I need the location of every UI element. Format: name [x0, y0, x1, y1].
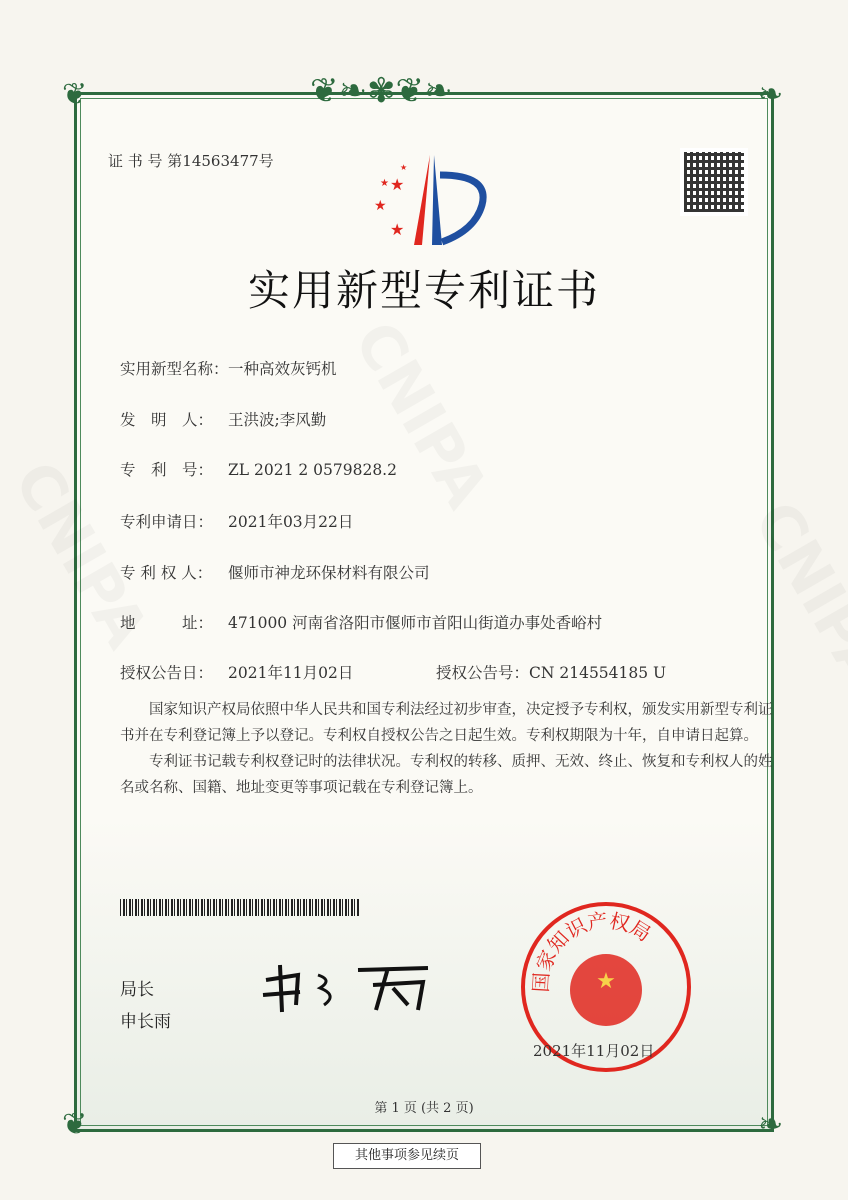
field-value: 2021年03月22日 [228, 513, 354, 531]
body-text [120, 697, 776, 801]
field-value: 2021年11月02日 [228, 664, 354, 682]
field-address [120, 611, 602, 633]
seal-date: 2021年11月02日 [533, 1042, 655, 1060]
cnipa-logo-icon [360, 150, 490, 250]
corner-ornament-icon: ❧ [758, 1107, 784, 1142]
svg-text:★: ★ [400, 163, 408, 172]
field-value: ZL 2021 2 0579828.2 [228, 461, 397, 479]
field-inventors [120, 408, 326, 430]
field-patent-number [120, 458, 397, 480]
field-value: 471000 河南省洛阳市偃师市首阳山街道办事处香峪村 [228, 614, 603, 632]
field-value: 王洪波;李风勤 [228, 411, 327, 429]
field-label: 发 明 人： [120, 411, 214, 429]
field-grant-date [120, 661, 353, 683]
top-ornament-icon: ❦❧✾❦❧ [310, 71, 453, 111]
field-label: 专 利 权 人： [120, 564, 213, 582]
svg-text:★: ★ [380, 178, 389, 189]
field-patentee [120, 561, 430, 583]
corner-ornament-icon: ❦ [62, 77, 88, 112]
field-label: 授权公告号： [436, 664, 530, 682]
svg-text:★: ★ [374, 198, 387, 214]
field-value: CN 214554185 U [529, 664, 667, 682]
seal-text: 国家知识产权局 [528, 908, 656, 994]
corner-ornament-icon: ❧ [758, 77, 784, 112]
body-paragraph: 国家知识产权局依照中华人民共和国专利法经过初步审查，决定授予专利权，颁发实用新型专利证书并在专利登记簿上予以登记。专利权自授权公告之日起生效。专利权期限为十年，自申请日起算。 [120, 702, 773, 744]
svg-text:★: ★ [390, 220, 405, 239]
corner-ornament-icon: ❦ [62, 1107, 88, 1142]
signatory-title: 局长 [120, 980, 154, 1000]
body-paragraph: 专利证书记载专利权登记时的法律状况。专利权的转移、质押、无效、终止、恢复和专利权人的姓名或名称、国籍、地址变更等事项记载在专利登记簿上。 [120, 754, 773, 796]
field-grant-number [436, 661, 666, 683]
svg-text:★: ★ [596, 969, 616, 994]
signatory-name: 申长雨 [120, 1012, 171, 1032]
field-label: 授权公告日： [120, 664, 214, 682]
field-label: 实用新型名称： [120, 360, 229, 378]
svg-text:★: ★ [390, 175, 405, 194]
field-utility-model-name [120, 357, 337, 379]
field-label: 专 利 号： [120, 461, 214, 479]
qr-code [680, 148, 748, 216]
field-value: 偃师市神龙环保材料有限公司 [228, 564, 430, 582]
barcode [120, 899, 360, 916]
page-number: 第 1 页 (共 2 页) [374, 1101, 474, 1116]
field-value: 一种高效灰钙机 [228, 360, 337, 378]
field-label: 地 址： [120, 614, 214, 632]
continued-note: 其他事项参见续页 [333, 1143, 481, 1169]
field-application-date [120, 510, 353, 532]
handwritten-signature [258, 960, 438, 1015]
certificate-title: 实用新型专利证书 [247, 266, 600, 315]
field-label: 专利申请日： [120, 513, 214, 531]
certificate-number: 证 书 号 第14563477号 [108, 152, 274, 170]
